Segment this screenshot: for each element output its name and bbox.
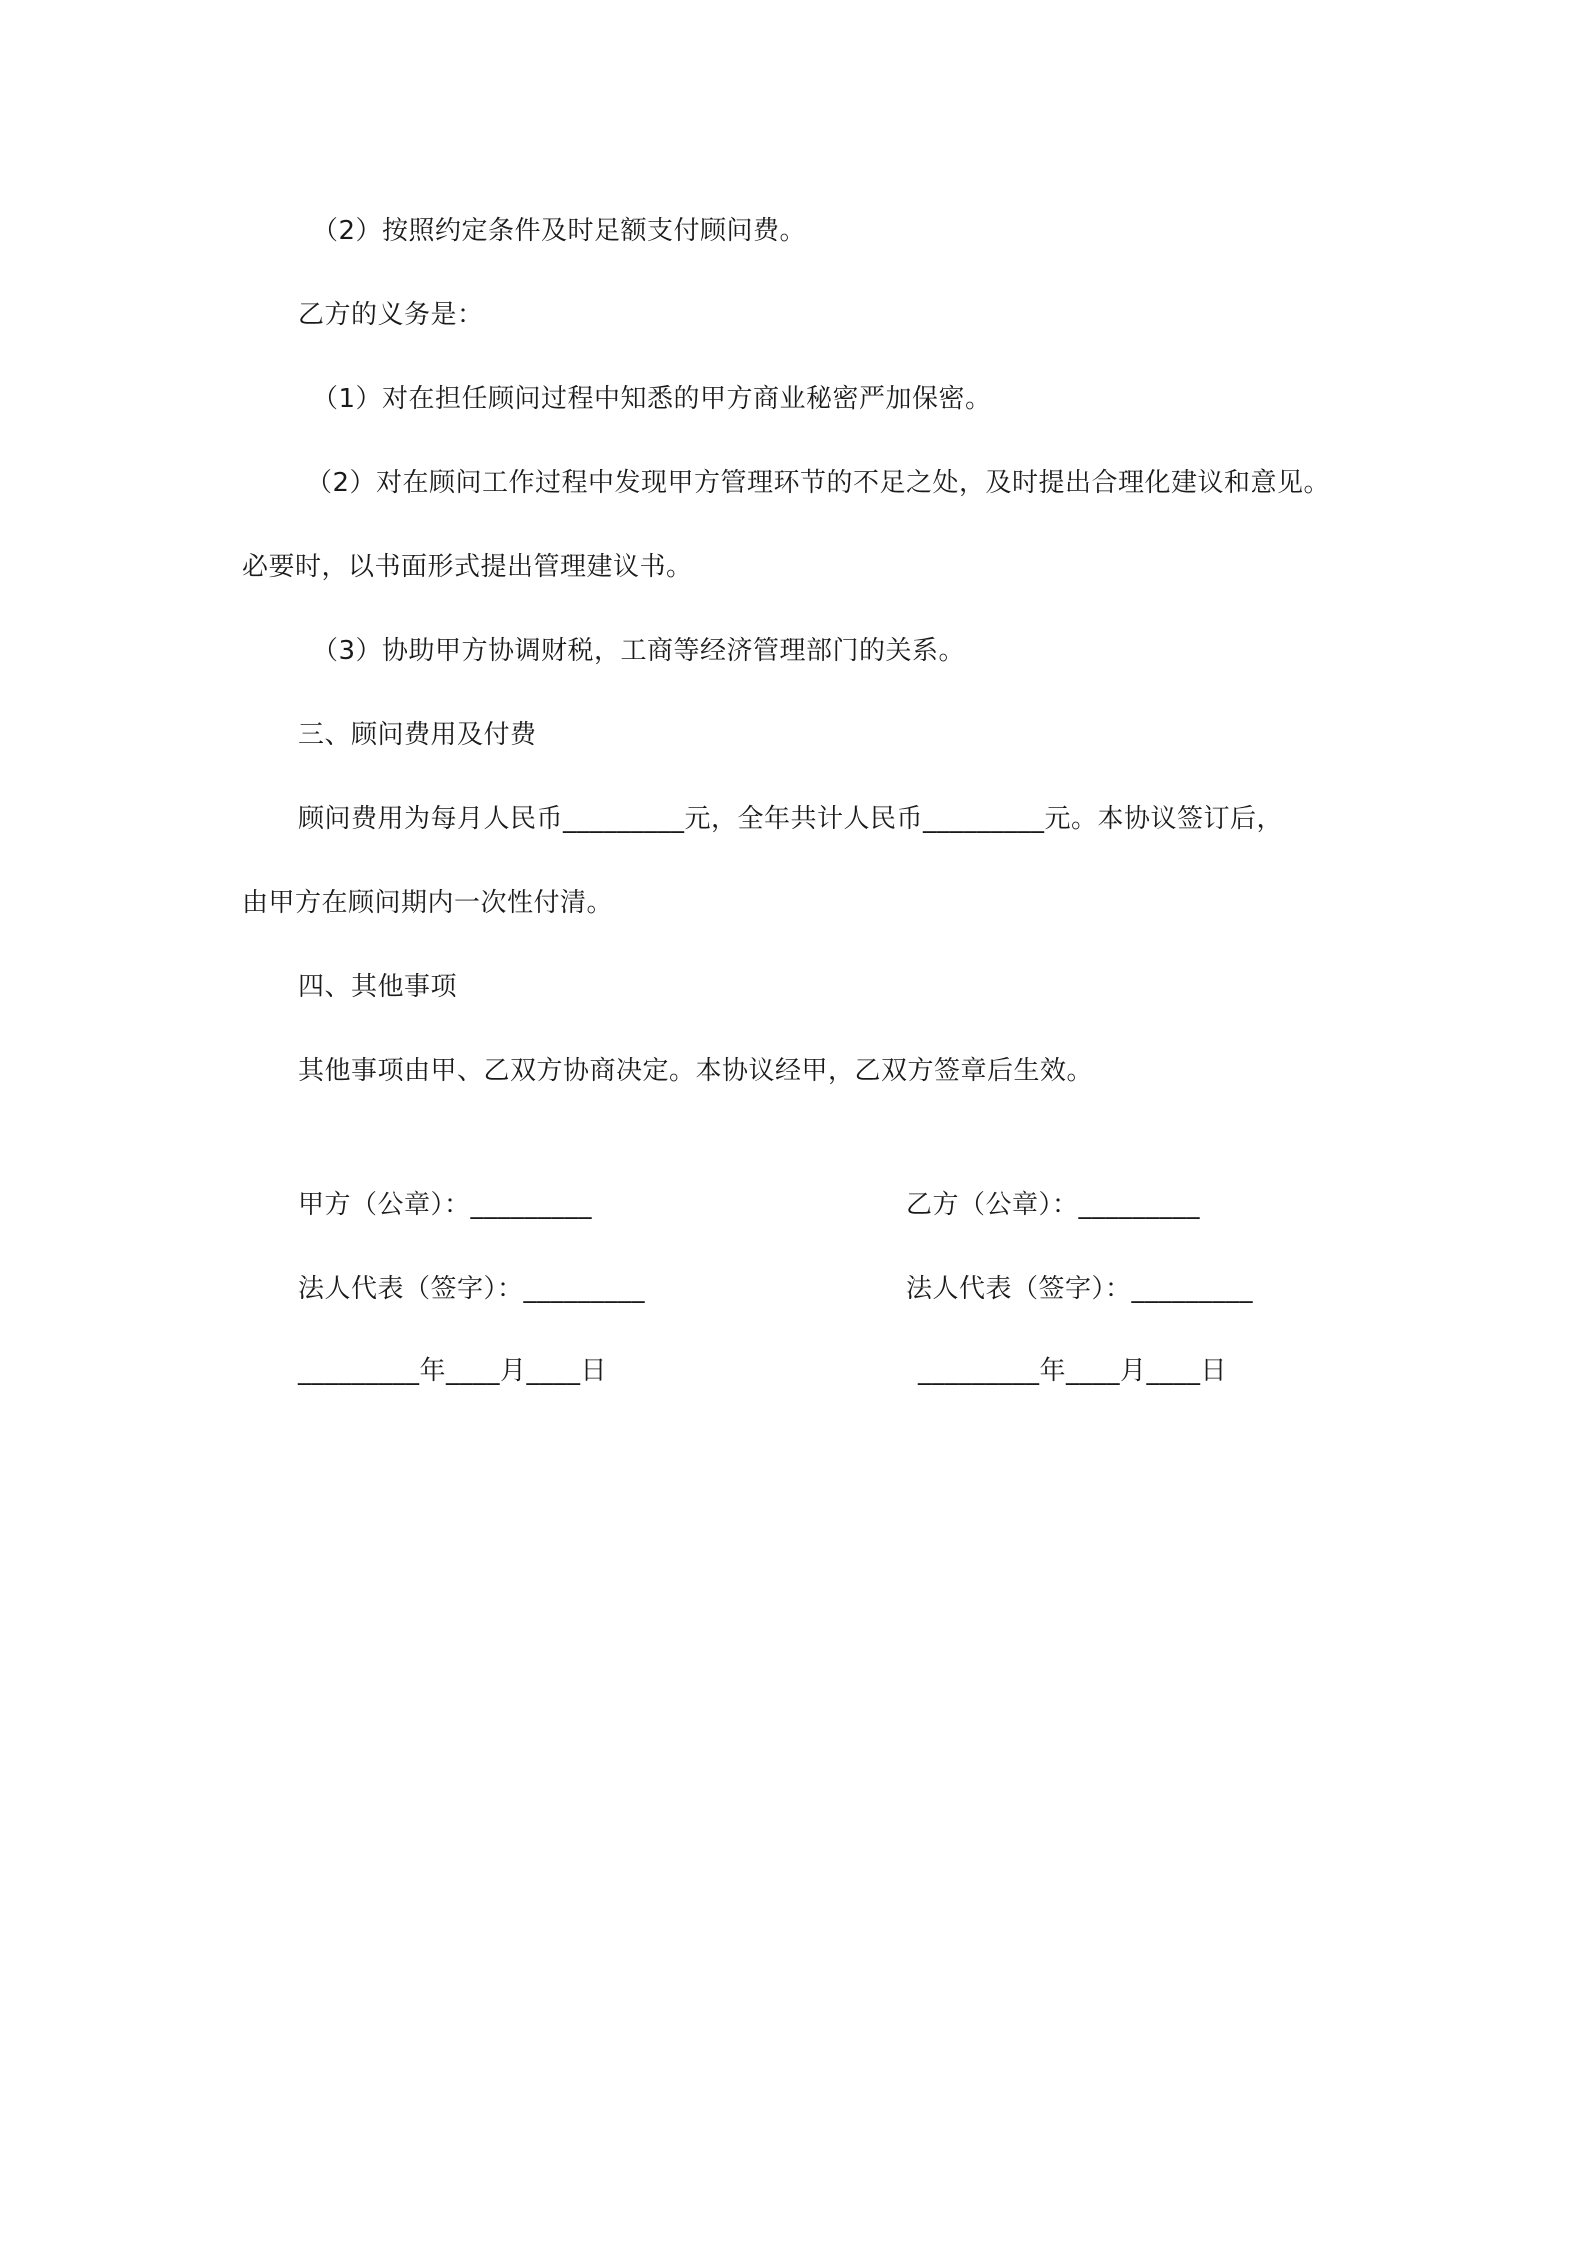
- section-heading-fees: 三、顾问费用及付费: [298, 720, 537, 750]
- paragraph-party-b-obligation-2-continued: 必要时，以书面形式提出管理建议书。: [242, 552, 693, 582]
- paragraph-party-b-obligation-3: （3）协助甲方协调财税，工商等经济管理部门的关系。: [312, 636, 966, 666]
- section-heading-other: 四、其他事项: [298, 972, 458, 1002]
- party-a-representative-field: 法人代表（签字）：_________: [298, 1274, 646, 1304]
- paragraph-client-obligation-2: （2）按照约定条件及时足额支付顾问费。: [312, 216, 807, 246]
- paragraph-other-terms: 其他事项由甲、乙双方协商决定。本协议经甲，乙双方签章后生效。: [298, 1056, 1094, 1086]
- paragraph-fee-terms: 顾问费用为每月人民币_________元，全年共计人民币_________元。本协议签订后，: [298, 804, 1284, 834]
- party-a-date-field: _________年____月____日: [298, 1356, 608, 1386]
- paragraph-fee-terms-continued: 由甲方在顾问期内一次性付清。: [242, 888, 614, 918]
- paragraph-party-b-obligation-1: （1）对在担任顾问过程中知悉的甲方商业秘密严加保密。: [312, 384, 992, 414]
- party-b-seal-field: 乙方（公章）：_________: [906, 1190, 1201, 1220]
- paragraph-party-b-obligations-heading: 乙方的义务是：: [298, 300, 484, 330]
- paragraph-party-b-obligation-2: （2）对在顾问工作过程中发现甲方管理环节的不足之处，及时提出合理化建议和意见。: [306, 468, 1331, 498]
- party-b-date-field: _________年____月____日: [918, 1356, 1228, 1386]
- party-b-representative-field: 法人代表（签字）：_________: [906, 1274, 1254, 1304]
- party-a-seal-field: 甲方（公章）：_________: [298, 1190, 593, 1220]
